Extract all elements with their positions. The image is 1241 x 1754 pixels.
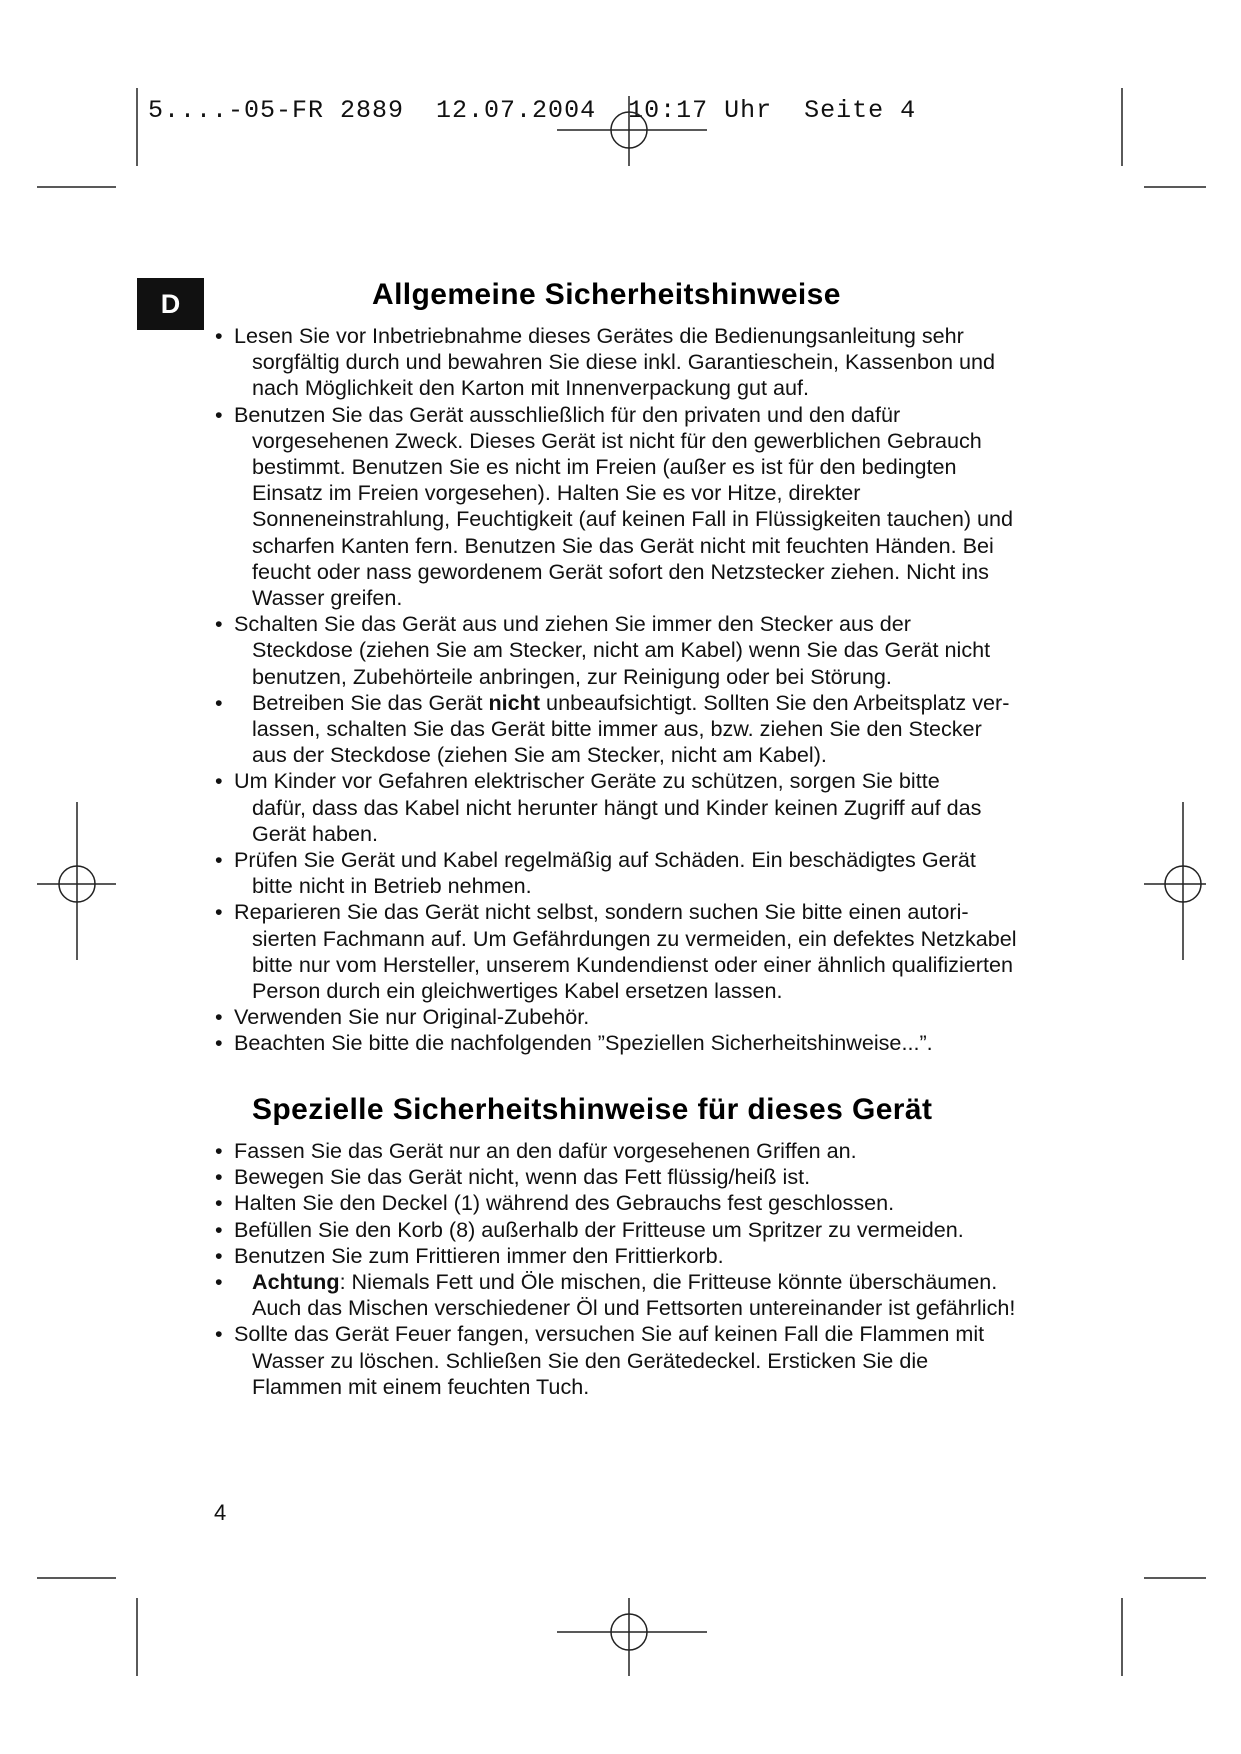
item-first-line: Befüllen Sie den Korb (8) außerhalb der Fritteuse um Spritzer zu vermeiden. [234,1216,964,1242]
item-continuation-line: benutzen, Zubehörteile anbringen, zur Reinigung oder bei Störung. [252,663,892,689]
special-safety-heading: Spezielle Sicherheitshinweise für dieses Gerät [252,1093,933,1126]
item-continuation-line: bestimmt. Benutzen Sie es nicht im Freien (außer es ist für den bedingten [252,454,957,480]
bullet: • [215,768,223,794]
bullet: • [215,323,223,348]
list-item [212,1030,1072,1056]
print-slug: 5....-05-FR 2889 12.07.2004 10:17 Uhr Seite 4 [148,96,917,125]
list-item [212,611,1072,690]
item-first-line: Beachten Sie bitte die nachfolgenden ”Speziellen Sicherheitshinweise...”. [234,1030,933,1056]
list-item [212,402,1072,612]
item-first-line: Schalten Sie das Gerät aus und ziehen Sie immer den Stecker aus der [234,611,911,637]
item-first-line: Um Kinder vor Gefahren elektrischer Geräte zu schützen, sorgen Sie bitte [234,768,940,794]
item-continuation-line: Flammen mit einem feuchten Tuch. [252,1373,590,1399]
bullet: • [215,1190,223,1216]
item-first-line: Reparieren Sie das Gerät nicht selbst, sondern suchen Sie bitte einen autori- [234,899,969,925]
item-continuation-line: sorgfältig durch und bewahren Sie diese inkl. Garantieschein, Kassenbon und [252,349,996,375]
list-item [212,1190,1072,1216]
item-text-bold: Achtung [252,1269,340,1295]
item-continuation-line: dafür, dass das Kabel nicht herunter hängt und Kinder keinen Zugriff auf das [252,794,982,820]
bullet: • [215,401,223,427]
item-first-line: Sollte das Gerät Feuer fangen, versuchen Sie auf keinen Fall die Flammen mit [234,1321,985,1347]
item-continuation-line: bitte nur vom Hersteller, unserem Kundendienst oder einer ähnlich qualifizierten [252,951,1014,977]
item-text-post: : Niemals Fett und Öle mischen, die Fritteuse könnte überschäumen. [339,1269,998,1295]
item-first-line: Halten Sie den Deckel (1) während des Gebrauchs fest geschlossen. [234,1190,895,1216]
item-continuation-line: bitte nicht in Betrieb nehmen. [252,873,532,899]
bullet: • [215,1164,223,1190]
item-continuation-line: feucht oder nass gewordenem Gerät sofort den Netzstecker ziehen. Nicht ins [252,558,989,584]
item-first-line: Lesen Sie vor Inbetriebnahme dieses Gerätes die Bedienungsanleitung sehr [234,323,964,348]
item-first-line [252,1269,1072,1295]
item-first-line [252,690,1072,716]
bullet: • [215,611,223,637]
list-item [212,1217,1072,1243]
item-continuation-line: aus der Steckdose (ziehen Sie am Stecker, nicht am Kabel). [252,742,827,768]
list-item [212,690,1072,769]
page-number: 4 [214,1500,227,1525]
item-continuation-line: Gerät haben. [252,820,379,846]
item-first-line: Prüfen Sie Gerät und Kabel regelmäßig auf Schäden. Ein beschädigtes Gerät [234,847,976,873]
special-safety-list [212,1138,1072,1400]
list-item [212,1269,1072,1321]
item-continuation-line: Person durch ein gleichwertiges Kabel ersetzen lassen. [252,978,783,1004]
item-text-pre: Betreiben Sie das Gerät [252,689,489,715]
bullet: • [215,1216,223,1242]
list-item [212,1004,1072,1030]
bullet: • [215,847,223,873]
item-text-post: unbeaufsichtigt. Sollten Sie den Arbeitsplatz ver- [540,689,1010,715]
bullet: • [215,689,223,715]
general-safety-list [212,323,1072,1057]
list-item [212,1138,1072,1164]
item-first-line: Bewegen Sie das Gerät nicht, wenn das Fett flüssig/heiß ist. [234,1164,811,1190]
item-continuation-line: Wasser greifen. [252,585,403,611]
bullet: • [215,1321,223,1347]
list-item [212,1164,1072,1190]
bullet: • [215,1269,223,1295]
language-tab: D [137,278,204,330]
item-continuation-line: Sonneneinstrahlung, Feuchtigkeit (auf keinen Fall in Flüssigkeiten tauchen) und [252,506,1014,532]
item-first-line: Verwenden Sie nur Original-Zubehör. [234,1004,590,1030]
item-first-line: Benutzen Sie zum Frittieren immer den Frittierkorb. [234,1242,724,1268]
item-first-line: Benutzen Sie das Gerät ausschließlich für den privaten und den dafür [234,401,901,427]
list-item [212,768,1072,847]
item-continuation-line: Steckdose (ziehen Sie am Stecker, nicht am Kabel) wenn Sie das Gerät nicht [252,637,991,663]
list-item [212,1321,1072,1400]
item-first-line: Fassen Sie das Gerät nur an den dafür vorgesehenen Griffen an. [234,1138,857,1163]
list-item [212,899,1072,1004]
item-continuation-line: lassen, schalten Sie das Gerät bitte immer aus, bzw. ziehen Sie den Stecker [252,716,982,742]
list-item [212,323,1072,402]
bullet: • [215,1138,223,1163]
bullet: • [215,1030,223,1056]
item-continuation-line: Auch das Mischen verschiedener Öl und Fettsorten untereinander ist gefährlich! [252,1295,1016,1321]
item-continuation-line: nach Möglichkeit den Karton mit Innenverpackung gut auf. [252,375,809,401]
bullet: • [215,1242,223,1268]
item-text-bold: nicht [488,689,541,715]
item-continuation-line: Einsatz im Freien vorgesehen). Halten Sie es vor Hitze, direkter [252,480,861,506]
item-continuation-line: vorgesehenen Zweck. Dieses Gerät ist nicht für den gewerblichen Gebrauch [252,427,982,453]
list-item [212,847,1072,899]
item-continuation-line: sierten Fachmann auf. Um Gefährdungen zu vermeiden, ein defektes Netzkabel [252,925,1017,951]
item-continuation-line: scharfen Kanten fern. Benutzen Sie das Gerät nicht mit feuchten Händen. Bei [252,532,994,558]
item-continuation-line: Wasser zu löschen. Schließen Sie den Gerätedeckel. Ersticken Sie die [252,1347,929,1373]
list-item [212,1243,1072,1269]
bullet: • [215,1004,223,1030]
bullet: • [215,899,223,925]
general-safety-heading: Allgemeine Sicherheitshinweise [372,278,841,311]
